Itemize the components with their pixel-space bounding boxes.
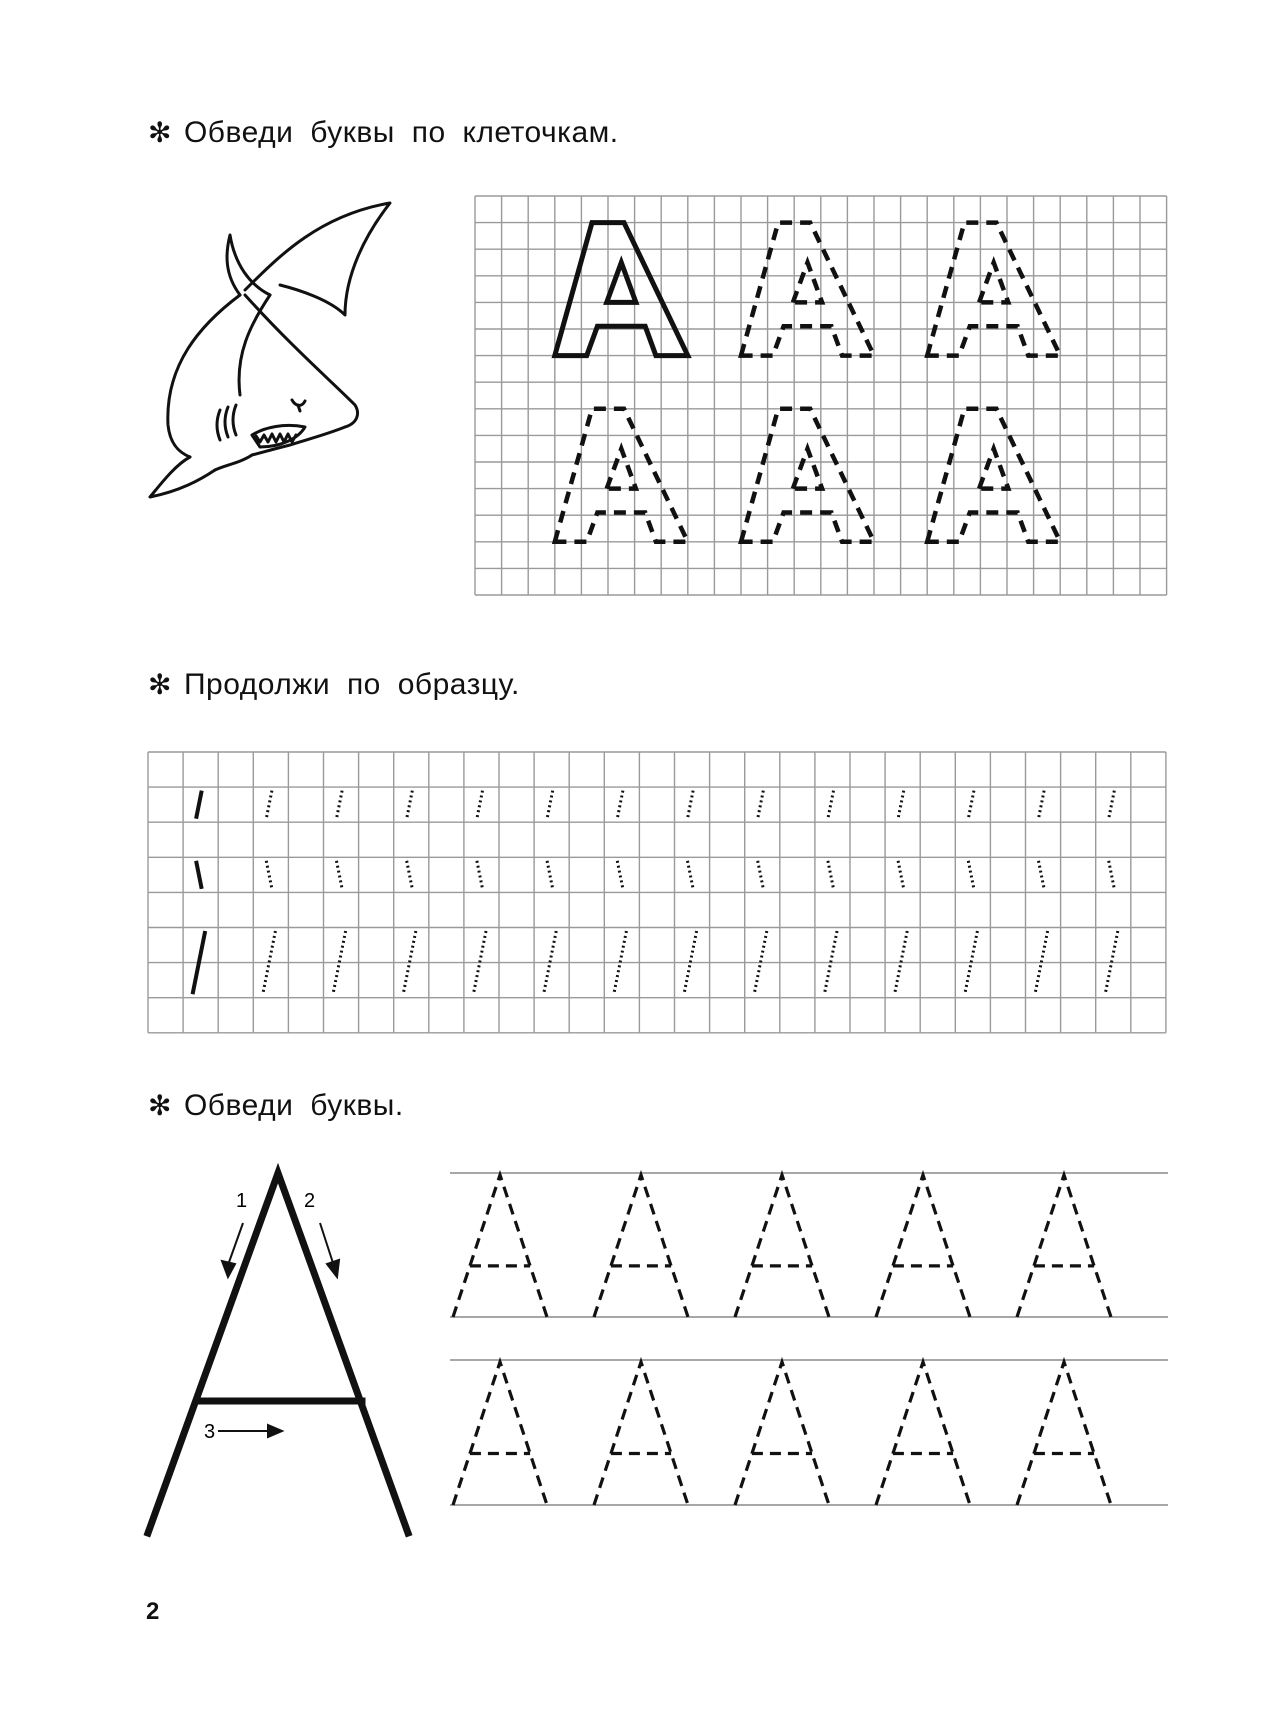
block-letter-a-4 [555, 409, 688, 542]
block-letter-a-hole-4 [607, 449, 636, 489]
dotted-stroke-2-10 [828, 861, 834, 889]
tracing-grid-large [475, 196, 1167, 600]
dotted-stroke-1-7 [617, 791, 623, 819]
block-letter-a-hole-2 [793, 263, 822, 303]
dashed-letter-a-2-1 [453, 1362, 547, 1505]
dotted-stroke-1-3 [336, 791, 342, 819]
dashed-letter-a-1-1 [453, 1175, 547, 1317]
dotted-stroke-1-6 [547, 791, 553, 819]
block-letter-a-1 [555, 223, 688, 356]
dashed-letter-a-2-4 [876, 1362, 970, 1505]
dotted-stroke-1-8 [687, 791, 693, 819]
block-letter-a-hole-5 [793, 449, 822, 489]
block-letter-a-3 [927, 223, 1060, 356]
pattern-grid [148, 752, 1166, 1034]
grid-lines [475, 196, 1167, 595]
dotted-stroke-2-5 [477, 861, 483, 889]
dashed-letter-a-2-2 [594, 1362, 688, 1505]
block-letter-a-2 [741, 223, 874, 356]
dotted-stroke-2-3 [336, 861, 342, 889]
dotted-stroke-2-6 [547, 861, 553, 889]
dotted-stroke-1-4 [407, 791, 413, 819]
dotted-stroke-2-13 [1038, 861, 1044, 889]
sample-stroke-2-1 [196, 861, 202, 889]
dotted-stroke-2-2 [266, 861, 272, 889]
task3-instruction: ✻ Обведи буквы. [148, 1089, 404, 1122]
block-letter-a-6 [927, 409, 1060, 542]
shark-illustration [140, 195, 400, 515]
dotted-stroke-2-4 [407, 861, 413, 889]
dotted-stroke-1-13 [1038, 791, 1044, 819]
dotted-stroke-1-9 [758, 791, 764, 819]
block-letter-a-hole-3 [979, 263, 1008, 303]
stroke-1-label: 1 [236, 1190, 248, 1212]
dotted-stroke-2-9 [758, 861, 764, 889]
dotted-stroke-1-14 [1109, 791, 1115, 819]
dashed-letter-a-1-4 [876, 1175, 970, 1317]
dashed-letter-a-1-2 [594, 1175, 688, 1317]
dashed-letter-a-2-5 [1017, 1362, 1111, 1505]
grid-lines [148, 752, 1166, 1033]
letter-a-stroke-order [140, 1165, 420, 1540]
tracing-lines [450, 1165, 1168, 1565]
dashed-letter-a-2-3 [735, 1362, 829, 1505]
dotted-stroke-1-5 [477, 791, 483, 819]
asterisk-icon: ✻ [148, 116, 172, 149]
dotted-stroke-2-14 [1109, 861, 1115, 889]
dashed-letter-a-1-5 [1017, 1175, 1111, 1317]
dotted-stroke-2-11 [898, 861, 904, 889]
asterisk-icon: ✻ [148, 668, 172, 701]
dashed-letter-a-1-3 [735, 1175, 829, 1317]
block-letter-a-hole-1 [607, 263, 636, 303]
block-letter-a-5 [741, 409, 874, 542]
dotted-stroke-1-12 [968, 791, 974, 819]
stroke-2-label: 2 [304, 1190, 316, 1212]
dotted-stroke-2-12 [968, 861, 974, 889]
dotted-stroke-1-10 [828, 791, 834, 819]
dotted-stroke-1-11 [898, 791, 904, 819]
block-letter-a-hole-6 [979, 449, 1008, 489]
page-number: 2 [146, 1598, 160, 1625]
sample-stroke-1-1 [196, 791, 202, 819]
dotted-stroke-1-2 [266, 791, 272, 819]
dotted-stroke-2-7 [617, 861, 623, 889]
task1-instruction: ✻ Обведи буквы по клеточкам. [148, 116, 619, 149]
dotted-stroke-2-8 [687, 861, 693, 889]
task2-instruction: ✻ Продолжи по образцу. [148, 668, 520, 701]
stroke-3-label: 3 [204, 1421, 216, 1443]
asterisk-icon: ✻ [148, 1089, 172, 1122]
